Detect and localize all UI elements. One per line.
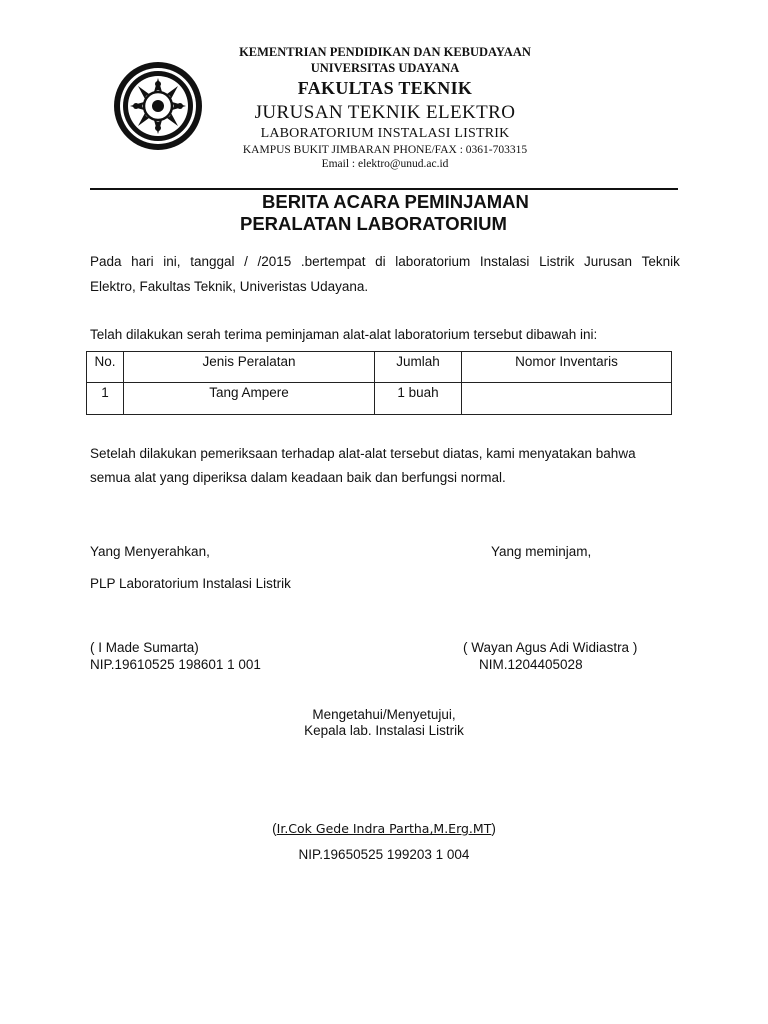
intro-line-1 bbox=[90, 254, 680, 269]
department-name: JURUSAN TEKNIK ELEKTRO bbox=[254, 102, 516, 123]
handover-statement: Telah dilakukan serah terima peminjaman alat-alat laboratorium tersebut dibawah ini: bbox=[90, 327, 598, 342]
statement-line-2: semua alat yang diperiksa dalam keadaan baik dan berfungsi normal. bbox=[90, 470, 506, 485]
word: hari bbox=[131, 254, 154, 269]
university-name: UNIVERSITAS UDAYANA bbox=[310, 61, 460, 75]
word: .bertempat bbox=[300, 254, 366, 269]
word: Jurusan bbox=[583, 254, 632, 269]
document-title-line2: PERALATAN LABORATORIUM bbox=[240, 213, 507, 234]
laboratory-name: LABORATORIUM INSTALASI LISTRIK bbox=[260, 126, 510, 141]
equipment-table bbox=[86, 351, 672, 415]
cell-no: 1 bbox=[87, 383, 124, 415]
date-year: /2015 bbox=[257, 254, 292, 269]
cell-quantity: 1 buah bbox=[375, 383, 462, 415]
giver-name: ( I Made Sumarta) bbox=[90, 640, 199, 655]
header-no: No. bbox=[87, 352, 124, 383]
address-line: KAMPUS BUKIT JIMBARAN PHONE/FAX : 0361-703315 bbox=[242, 144, 528, 156]
approver-id: NIP.19650525 199203 1 004 bbox=[298, 847, 470, 862]
statement-line-1: Setelah dilakukan pemeriksaan terhadap alat-alat tersebut diatas, kami menyatakan bahwa bbox=[90, 446, 636, 461]
table-header-row bbox=[87, 352, 672, 383]
borrower-name: ( Wayan Agus Adi Widiastra ) bbox=[463, 640, 638, 655]
word: Pada bbox=[90, 254, 122, 269]
faculty-name: FAKULTAS TEKNIK bbox=[297, 78, 473, 98]
date-separator: / bbox=[244, 254, 248, 269]
ministry-name: KEMENTRIAN PENDIDIKAN DAN KEBUDAYAAN bbox=[239, 45, 531, 59]
approval-role: Kepala lab. Instalasi Listrik bbox=[304, 723, 464, 738]
word: di bbox=[375, 254, 386, 269]
word: laboratorium bbox=[395, 254, 471, 269]
word: Instalasi bbox=[479, 254, 530, 269]
close-paren: ) bbox=[491, 821, 496, 836]
university-seal-icon bbox=[112, 60, 204, 152]
approver-name: Ir.Cok Gede Indra Partha,M.Erg.MT bbox=[276, 821, 492, 836]
approver-name-line bbox=[184, 821, 584, 836]
word: Listrik bbox=[539, 254, 575, 269]
header-divider bbox=[90, 188, 678, 190]
open-paren: ( bbox=[272, 821, 277, 836]
word: Teknik bbox=[641, 254, 680, 269]
header-inventory-number: Nomor Inventaris bbox=[462, 352, 672, 383]
approval-label: Mengetahui/Menyetujui, bbox=[312, 707, 456, 722]
giver-role: PLP Laboratorium Instalasi Listrik bbox=[90, 576, 291, 591]
word: ini, bbox=[163, 254, 181, 269]
borrower-label: Yang meminjam, bbox=[491, 544, 592, 559]
giver-id: NIP.19610525 198601 1 001 bbox=[90, 657, 261, 672]
borrower-id: NIM.1204405028 bbox=[479, 657, 583, 672]
intro-line-2: Elektro, Fakultas Teknik, Univeristas Udayana. bbox=[90, 279, 369, 294]
word: tanggal bbox=[190, 254, 235, 269]
table-row bbox=[87, 383, 672, 415]
email-line: Email : elektro@unud.ac.id bbox=[321, 158, 449, 170]
document-title-line1: BERITA ACARA PEMINJAMAN bbox=[262, 191, 529, 212]
cell-equipment-type: Tang Ampere bbox=[124, 383, 375, 415]
giver-label: Yang Menyerahkan, bbox=[90, 544, 210, 559]
header-equipment-type: Jenis Peralatan bbox=[124, 352, 375, 383]
header-quantity: Jumlah bbox=[375, 352, 462, 383]
cell-inventory-number bbox=[462, 383, 672, 415]
